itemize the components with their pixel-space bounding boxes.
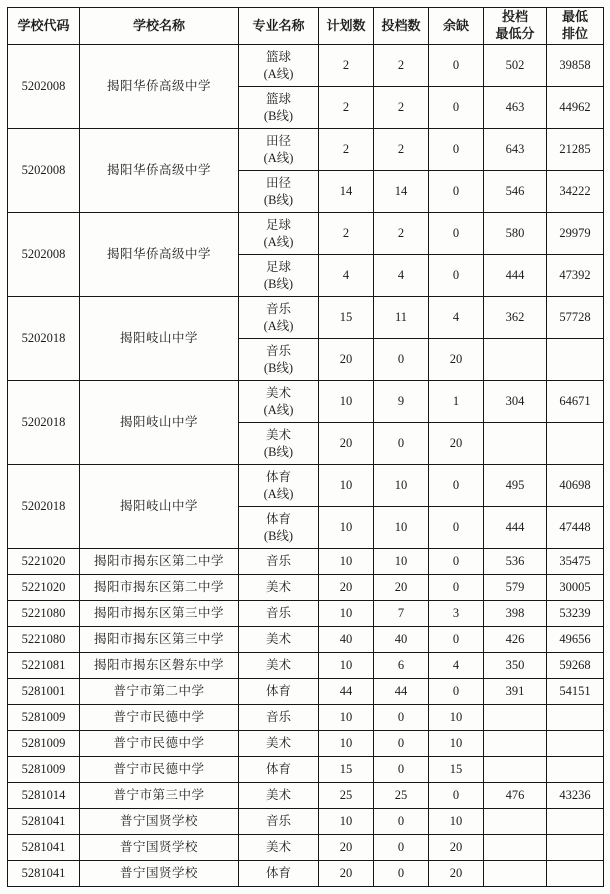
cell-min-rank: 54151	[547, 679, 604, 705]
cell-min-score	[484, 757, 547, 783]
col-header-min-score: 投档 最低分	[484, 8, 547, 45]
cell-plan-count: 10	[319, 653, 374, 679]
cell-school-name: 揭阳市揭东区第三中学	[80, 627, 239, 653]
table-row	[8, 705, 604, 731]
cell-min-score: 444	[484, 507, 547, 549]
cell-plan-count: 20	[319, 575, 374, 601]
table-row	[8, 45, 604, 87]
cell-school-name: 揭阳岐山中学	[80, 381, 239, 465]
cell-school-code: 5281014	[8, 783, 80, 809]
cell-major-name: 音乐	[239, 809, 319, 835]
cell-major-name: 音乐	[239, 549, 319, 575]
cell-school-code: 5281009	[8, 757, 80, 783]
cell-min-rank	[547, 861, 604, 887]
cell-surplus: 0	[429, 679, 484, 705]
cell-school-code: 5221020	[8, 549, 80, 575]
cell-school-code: 5281041	[8, 861, 80, 887]
cell-surplus: 0	[429, 45, 484, 87]
table-row	[8, 783, 604, 809]
cell-surplus: 4	[429, 653, 484, 679]
table-row	[8, 757, 604, 783]
cell-min-score: 643	[484, 129, 547, 171]
table-row	[8, 465, 604, 507]
cell-min-score: 426	[484, 627, 547, 653]
cell-major-name: 美术 (A线)	[239, 381, 319, 423]
cell-school-name: 普宁国贤学校	[80, 861, 239, 887]
cell-major-name: 足球 (A线)	[239, 213, 319, 255]
cell-school-name: 普宁市第二中学	[80, 679, 239, 705]
cell-surplus: 0	[429, 783, 484, 809]
cell-surplus: 20	[429, 861, 484, 887]
cell-plan-count: 14	[319, 171, 374, 213]
cell-cast-count: 0	[374, 757, 429, 783]
cell-min-rank: 30005	[547, 575, 604, 601]
table-row	[8, 835, 604, 861]
cell-major-name: 美术 (B线)	[239, 423, 319, 465]
cell-min-rank	[547, 731, 604, 757]
cell-major-name: 音乐 (B线)	[239, 339, 319, 381]
table-row	[8, 549, 604, 575]
cell-min-rank: 44962	[547, 87, 604, 129]
cell-major-name: 足球 (B线)	[239, 255, 319, 297]
cell-surplus: 0	[429, 575, 484, 601]
table-row	[8, 653, 604, 679]
cell-plan-count: 10	[319, 507, 374, 549]
cell-cast-count: 40	[374, 627, 429, 653]
admission-table	[7, 7, 604, 887]
table-row	[8, 601, 604, 627]
cell-min-rank: 21285	[547, 129, 604, 171]
cell-min-score: 391	[484, 679, 547, 705]
cell-min-rank: 53239	[547, 601, 604, 627]
cell-surplus: 10	[429, 731, 484, 757]
header-row	[8, 8, 604, 45]
cell-school-name: 普宁国贤学校	[80, 809, 239, 835]
cell-school-name: 普宁市民德中学	[80, 731, 239, 757]
cell-plan-count: 40	[319, 627, 374, 653]
cell-min-rank: 64671	[547, 381, 604, 423]
cell-min-rank: 34222	[547, 171, 604, 213]
cell-cast-count: 14	[374, 171, 429, 213]
cell-major-name: 篮球 (A线)	[239, 45, 319, 87]
cell-min-rank	[547, 835, 604, 861]
cell-school-code: 5202018	[8, 381, 80, 465]
cell-school-code: 5202008	[8, 129, 80, 213]
cell-surplus: 0	[429, 255, 484, 297]
cell-plan-count: 10	[319, 601, 374, 627]
cell-cast-count: 0	[374, 423, 429, 465]
cell-major-name: 体育	[239, 861, 319, 887]
cell-plan-count: 20	[319, 835, 374, 861]
cell-major-name: 篮球 (B线)	[239, 87, 319, 129]
cell-school-name: 揭阳岐山中学	[80, 297, 239, 381]
cell-major-name: 体育	[239, 757, 319, 783]
cell-cast-count: 4	[374, 255, 429, 297]
cell-school-code: 5221080	[8, 601, 80, 627]
table-row	[8, 861, 604, 887]
cell-surplus: 20	[429, 339, 484, 381]
cell-plan-count: 2	[319, 129, 374, 171]
cell-major-name: 美术	[239, 731, 319, 757]
cell-school-name: 揭阳华侨高级中学	[80, 45, 239, 129]
cell-min-score: 580	[484, 213, 547, 255]
col-header-cast-count: 投档数	[374, 8, 429, 45]
cell-major-name: 美术	[239, 627, 319, 653]
cell-school-code: 5281001	[8, 679, 80, 705]
cell-surplus: 10	[429, 705, 484, 731]
cell-min-rank: 49656	[547, 627, 604, 653]
cell-cast-count: 9	[374, 381, 429, 423]
cell-min-rank	[547, 705, 604, 731]
cell-plan-count: 44	[319, 679, 374, 705]
cell-plan-count: 4	[319, 255, 374, 297]
cell-min-score: 502	[484, 45, 547, 87]
cell-school-code: 5281009	[8, 705, 80, 731]
cell-major-name: 体育	[239, 679, 319, 705]
cell-school-code: 5202018	[8, 465, 80, 549]
cell-min-score: 546	[484, 171, 547, 213]
cell-surplus: 0	[429, 627, 484, 653]
cell-major-name: 美术	[239, 575, 319, 601]
cell-school-code: 5202008	[8, 213, 80, 297]
cell-major-name: 体育 (A线)	[239, 465, 319, 507]
cell-min-score	[484, 339, 547, 381]
cell-surplus: 20	[429, 423, 484, 465]
cell-min-score	[484, 705, 547, 731]
cell-min-rank	[547, 757, 604, 783]
cell-surplus: 0	[429, 507, 484, 549]
table-row	[8, 297, 604, 339]
cell-min-rank	[547, 339, 604, 381]
cell-min-score: 350	[484, 653, 547, 679]
cell-min-score	[484, 809, 547, 835]
cell-surplus: 0	[429, 87, 484, 129]
cell-school-code: 5221020	[8, 575, 80, 601]
cell-surplus: 0	[429, 465, 484, 507]
cell-cast-count: 2	[374, 45, 429, 87]
cell-cast-count: 10	[374, 507, 429, 549]
cell-min-score: 476	[484, 783, 547, 809]
cell-surplus: 4	[429, 297, 484, 339]
cell-surplus: 15	[429, 757, 484, 783]
cell-plan-count: 15	[319, 297, 374, 339]
table-row	[8, 731, 604, 757]
cell-cast-count: 11	[374, 297, 429, 339]
cell-school-code: 5221080	[8, 627, 80, 653]
cell-min-score: 398	[484, 601, 547, 627]
cell-plan-count: 2	[319, 213, 374, 255]
cell-major-name: 田径 (B线)	[239, 171, 319, 213]
col-header-min-rank: 最低 排位	[547, 8, 604, 45]
table-row	[8, 809, 604, 835]
col-header-major-name: 专业名称	[239, 8, 319, 45]
cell-min-score: 444	[484, 255, 547, 297]
cell-min-rank: 59268	[547, 653, 604, 679]
cell-plan-count: 2	[319, 45, 374, 87]
cell-min-rank: 43236	[547, 783, 604, 809]
table-body	[8, 45, 604, 887]
cell-cast-count: 0	[374, 731, 429, 757]
cell-plan-count: 20	[319, 861, 374, 887]
cell-plan-count: 10	[319, 465, 374, 507]
cell-surplus: 0	[429, 213, 484, 255]
cell-min-score: 536	[484, 549, 547, 575]
cell-major-name: 美术	[239, 835, 319, 861]
cell-min-score	[484, 835, 547, 861]
cell-surplus: 20	[429, 835, 484, 861]
cell-cast-count: 0	[374, 861, 429, 887]
cell-cast-count: 0	[374, 705, 429, 731]
cell-min-rank: 57728	[547, 297, 604, 339]
cell-school-name: 揭阳华侨高级中学	[80, 129, 239, 213]
cell-plan-count: 10	[319, 549, 374, 575]
col-header-surplus: 余缺	[429, 8, 484, 45]
cell-plan-count: 10	[319, 809, 374, 835]
cell-cast-count: 0	[374, 809, 429, 835]
cell-school-name: 普宁市民德中学	[80, 757, 239, 783]
cell-cast-count: 20	[374, 575, 429, 601]
cell-cast-count: 44	[374, 679, 429, 705]
cell-school-name: 揭阳市揭东区磐东中学	[80, 653, 239, 679]
cell-min-rank: 29979	[547, 213, 604, 255]
cell-school-code: 5281009	[8, 731, 80, 757]
cell-surplus: 1	[429, 381, 484, 423]
cell-min-rank: 47448	[547, 507, 604, 549]
cell-school-name: 普宁市第三中学	[80, 783, 239, 809]
cell-major-name: 体育 (B线)	[239, 507, 319, 549]
cell-school-name: 普宁国贤学校	[80, 835, 239, 861]
cell-major-name: 音乐	[239, 601, 319, 627]
cell-cast-count: 7	[374, 601, 429, 627]
cell-surplus: 3	[429, 601, 484, 627]
cell-major-name: 美术	[239, 653, 319, 679]
cell-plan-count: 10	[319, 731, 374, 757]
cell-school-code: 5221081	[8, 653, 80, 679]
table-row	[8, 627, 604, 653]
cell-school-name: 揭阳华侨高级中学	[80, 213, 239, 297]
cell-cast-count: 10	[374, 465, 429, 507]
cell-min-rank: 39858	[547, 45, 604, 87]
cell-min-rank	[547, 809, 604, 835]
cell-cast-count: 10	[374, 549, 429, 575]
cell-cast-count: 0	[374, 835, 429, 861]
table-row	[8, 575, 604, 601]
cell-surplus: 0	[429, 171, 484, 213]
col-header-school-code: 学校代码	[8, 8, 80, 45]
cell-min-rank: 35475	[547, 549, 604, 575]
cell-min-score: 495	[484, 465, 547, 507]
cell-plan-count: 10	[319, 381, 374, 423]
table-row	[8, 679, 604, 705]
cell-cast-count: 2	[374, 129, 429, 171]
cell-plan-count: 20	[319, 423, 374, 465]
cell-surplus: 10	[429, 809, 484, 835]
cell-cast-count: 25	[374, 783, 429, 809]
table-row	[8, 213, 604, 255]
cell-plan-count: 25	[319, 783, 374, 809]
cell-major-name: 田径 (A线)	[239, 129, 319, 171]
cell-surplus: 0	[429, 129, 484, 171]
cell-min-score: 579	[484, 575, 547, 601]
cell-cast-count: 6	[374, 653, 429, 679]
cell-min-score: 304	[484, 381, 547, 423]
cell-surplus: 0	[429, 549, 484, 575]
col-header-plan-count: 计划数	[319, 8, 374, 45]
table-row	[8, 381, 604, 423]
cell-min-score	[484, 423, 547, 465]
table-row	[8, 129, 604, 171]
cell-school-name: 普宁市民德中学	[80, 705, 239, 731]
cell-school-name: 揭阳市揭东区第三中学	[80, 601, 239, 627]
cell-min-rank: 40698	[547, 465, 604, 507]
cell-major-name: 音乐	[239, 705, 319, 731]
cell-school-name: 揭阳市揭东区第二中学	[80, 575, 239, 601]
cell-min-rank: 47392	[547, 255, 604, 297]
cell-school-code: 5202018	[8, 297, 80, 381]
cell-school-code: 5281041	[8, 809, 80, 835]
cell-school-code: 5202008	[8, 45, 80, 129]
cell-plan-count: 15	[319, 757, 374, 783]
cell-school-name: 揭阳市揭东区第二中学	[80, 549, 239, 575]
cell-min-score	[484, 731, 547, 757]
cell-min-score: 463	[484, 87, 547, 129]
cell-plan-count: 20	[319, 339, 374, 381]
cell-school-code: 5281041	[8, 835, 80, 861]
cell-major-name: 音乐 (A线)	[239, 297, 319, 339]
col-header-school-name: 学校名称	[80, 8, 239, 45]
cell-plan-count: 2	[319, 87, 374, 129]
cell-cast-count: 2	[374, 213, 429, 255]
cell-plan-count: 10	[319, 705, 374, 731]
cell-cast-count: 2	[374, 87, 429, 129]
cell-major-name: 美术	[239, 783, 319, 809]
cell-cast-count: 0	[374, 339, 429, 381]
cell-min-rank	[547, 423, 604, 465]
cell-min-score: 362	[484, 297, 547, 339]
cell-min-score	[484, 861, 547, 887]
cell-school-name: 揭阳岐山中学	[80, 465, 239, 549]
